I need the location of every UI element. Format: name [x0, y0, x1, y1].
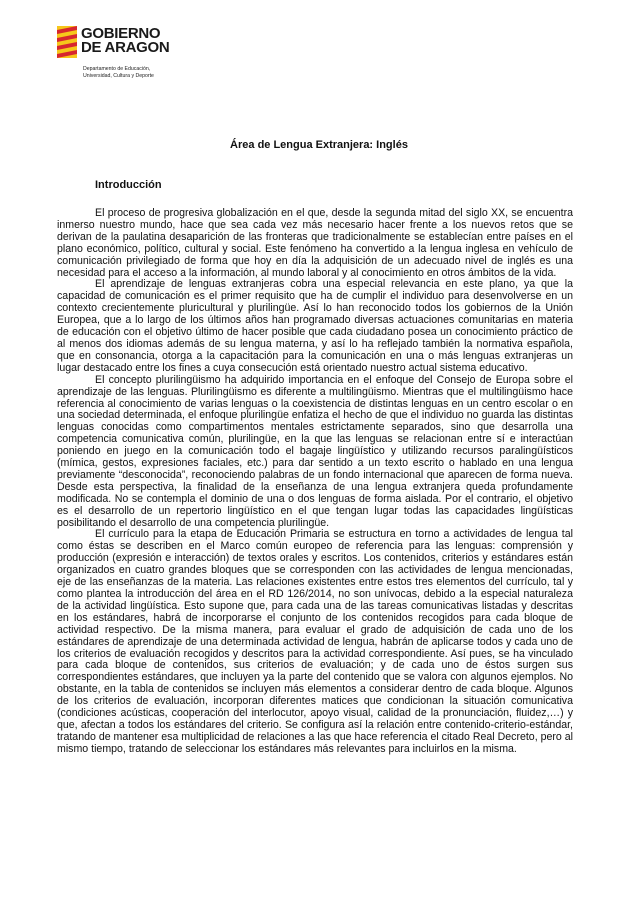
- body-paragraph: El aprendizaje de lenguas extranjeras cobra una especial relevancia en este plano, ya que la capacidad de comunicación es el primer requisito que ha de cumplir el individuo para desenvolverse en un contexto crecientemente pluricultural y plurilingüe. Así lo han reconocido todos los gobiernos de la Unión Europea, que a lo largo de los últimos años han programado diversas actuaciones comunitarias en materia de educación con el objetivo último de hacer posible que cada ciudadano posea un conocimiento práctico de al menos dos idiomas además de su lengua materna, y así lo ha reflejado también la normativa española, que en consonancia, otorga a la capacitación para la comunicación en una o más lenguas extranjeras un lugar destacado entre los fines a cuya consecución está orientado nuestro actual sistema educativo.: [57, 278, 573, 374]
- body-paragraph: El concepto plurilingüismo ha adquirido importancia en el enfoque del Consejo de Europa sobre el aprendizaje de las lenguas. Plurilingüismo es diferente a multilingüismo. Mientras que el multilingüismo hace referencia al conocimiento de varias lenguas o la coexistencia de distintas lenguas en un centro escolar o en una sociedad determinada, el enfoque plurilingüe enfatiza el hecho de que el individuo no guarda las distintas lenguas conocidas como compartimentos mentales estrictamente separados, sino que desarrolla una competencia comunicativa común, plurilingüe, en la que las lenguas se relacionan entre sí e interactúan poniendo en juego en la comunicación todo el bagaje lingüístico y utilizando recursos paralingüísticos (mímica, gestos, expresiones faciales, etc.) para dar sentido a un texto escrito o hablado en una lengua previamente “desconocida”, reconociendo palabras de un fondo internacional que aparecen de forma nueva. Desde esta perspectiva, la finalidad de la enseñanza de una lengua extranjera queda profundamente modificada. No se contempla el dominio de una o dos lenguas de forma aislada. Por el contrario, el objetivo es el desarrollo de un repertorio lingüístico en el que tengan lugar todas las capacidades lingüísticas posibilitando el desarrollo de una competencia plurilingüe.: [57, 373, 573, 529]
- department-name-line1: Departamento de Educación,: [83, 66, 151, 72]
- body-paragraph: El currículo para la etapa de Educación Primaria se estructura en torno a actividades de lengua tal como éstas se describen en el Marco común europeo de referencia para las lenguas: comprensión y producción (expresión e interacción) de textos orales y escritos. Los contenidos, criterios y estándares están organizados en cuatro grandes bloques que se corresponden con las actividades de lengua mencionadas, eje de las enseñanzas de la materia. Las relaciones existentes entre estos tres elementos del currículo, tal y como plantea la introducción del área en el RD 126/2014, no son unívocas, debido a la especial naturaleza de la actividad lingüística. Esto supone que, para cada una de las tareas comunicativas listadas y descritas en los estándares, habrá de incorporarse el conjunto de los contenidos recogidos para cada bloque de actividad respectivo. De la misma manera, para evaluar el grado de adquisición de cada uno de los estándares de aprendizaje de una determinada actividad de lengua, habrán de aplicarse todos y cada uno de los criterios de evaluación recogidos y descritos para la actividad correspondiente. Así pues, se ha vinculado para cada bloque de contenidos, sus criterios de evaluación; y de cada uno de éstos surgen sus correspondientes estándares, que incluyen ya la parte del contenido que se valora con algunos ejemplos. No obstante, en la tabla de contenidos se incluyen más elementos a considerar dentro de cada bloque. Algunos de los criterios de evaluación, incorporan diferentes matices que condicionan la situación comunicativa (condiciones acústicas, cooperación del interlocutor, apoyo visual, calidad de la pronunciación, fluidez,…) y que, afectan a todos los estándares del criterio. Se configura así la relación entre contenido-criterio-estándar, tratando de mantener esa multiplicidad de relaciones a las que hace referencia el citado Real Decreto, pero al mismo tiempo, tratando de seleccionar los estándares más relevantes para incluirlos en la misma.: [57, 528, 573, 755]
- gobierno-aragon-logo: [57, 26, 217, 88]
- aragon-flag-icon: [57, 26, 77, 58]
- department-name-line2: Universidad, Cultura y Deporte: [83, 73, 154, 79]
- section-heading-introduccion: Introducción: [95, 179, 162, 191]
- body-paragraph: El proceso de progresiva globalización en el que, desde la segunda mitad del siglo XX, se encuentra inmerso nuestro mundo, hace que sea cada vez más necesario hacer frente a los nuevos retos que se derivan de la paulatina desaparición de las fronteras que tradicionalmente se establecían entre países en el plano económico, político, cultural y social. Este fenómeno ha convertido a la lengua inglesa en vehículo de comunicación privilegiado de forma que hoy en día la adquisición de un adecuado nivel de inglés es una necesidad para el acceso a la información, al mundo laboral y al conocimiento en otros ámbitos de la vida.: [57, 207, 573, 279]
- document-body: [57, 208, 573, 756]
- logo-text-aragon: DE ARAGON: [81, 39, 170, 56]
- logo-text-gobierno: GOBIERNO: [81, 25, 161, 42]
- document-title: Área de Lengua Extranjera: Inglés: [230, 139, 408, 151]
